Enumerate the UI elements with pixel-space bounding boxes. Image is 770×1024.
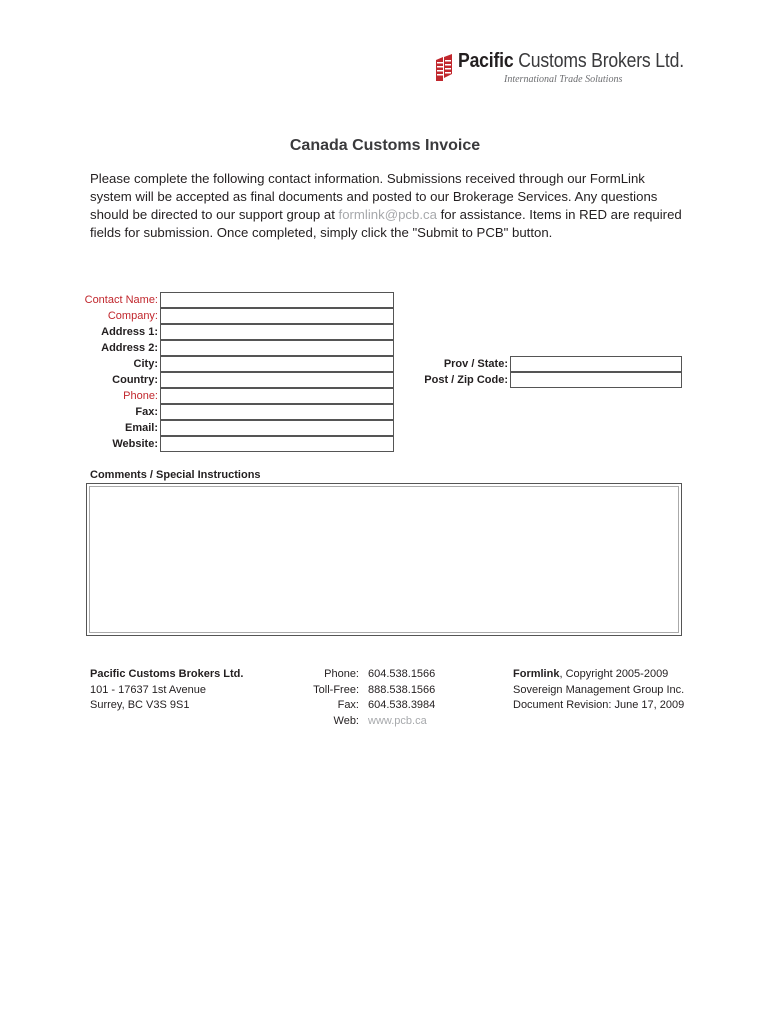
footer-web-label: Web: — [333, 714, 359, 727]
post-zip-label: Post / Zip Code: — [424, 374, 508, 386]
contact-name-label: Contact Name: — [84, 294, 158, 306]
post-zip-field[interactable] — [510, 372, 682, 388]
country-label: Country: — [112, 374, 158, 386]
company-logo — [434, 50, 694, 90]
country-field[interactable] — [160, 372, 394, 388]
footer-address-line2: Surrey, BC V3S 9S1 — [90, 699, 190, 711]
email-field[interactable] — [160, 420, 394, 436]
comments-textarea[interactable] — [86, 483, 682, 636]
support-email-link[interactable]: formlink@pcb.ca — [338, 207, 437, 222]
address1-field[interactable] — [160, 324, 394, 340]
footer-address-line1: 101 - 17637 1st Avenue — [90, 683, 207, 696]
phone-field[interactable] — [160, 388, 394, 404]
prov-state-label: Prov / State: — [443, 358, 508, 370]
intro-paragraph: Please complete the following contact information. Submissions received through our FormLink system will be accepted as final documents and posted to our Brokerage Services. Any questions should be directed to our support group at formlink@pcb.ca for assistance. Items in RED are required fields for submission. Once completed, simply click the "Submit to PCB" button. — [90, 171, 682, 240]
prov-state-field[interactable] — [510, 356, 682, 372]
footer-tollfree: 888.538.1566 — [368, 683, 436, 696]
company-field[interactable] — [160, 308, 394, 324]
footer-fax-label: Fax: — [337, 699, 359, 711]
logo-tagline: International Trade Solutions — [504, 74, 623, 85]
footer-revision: Document Revision: June 17, 2009 — [513, 699, 685, 711]
comments-textarea-inner — [89, 486, 679, 633]
logo-stripes-icon — [434, 54, 456, 82]
city-field[interactable] — [160, 356, 394, 372]
fax-label: Fax: — [135, 406, 158, 418]
footer-web-link[interactable]: www.pcb.ca — [368, 714, 427, 727]
comments-label: Comments / Special Instructions — [90, 469, 261, 481]
footer-copyright-line: Formlink, Copyright 2005-2009 — [513, 668, 669, 680]
address2-label: Address 2: — [101, 342, 158, 354]
website-field[interactable] — [160, 436, 394, 452]
footer-phone: 604.538.1566 — [368, 668, 436, 680]
footer-phone-label: Phone: — [324, 668, 359, 680]
footer-org: Sovereign Management Group Inc. — [513, 683, 685, 696]
footer-fax: 604.538.3984 — [368, 699, 436, 711]
page-title: Canada Customs Invoice — [289, 137, 481, 154]
logo-wordmark: Pacific Customs Brokers Ltd. — [458, 50, 684, 72]
footer-tollfree-label: Toll-Free: — [313, 683, 359, 696]
contact-name-field[interactable] — [160, 292, 394, 308]
phone-label: Phone: — [123, 390, 158, 402]
address2-field[interactable] — [160, 340, 394, 356]
footer-brand: Formlink — [513, 668, 560, 680]
footer-company-name: Pacific Customs Brokers Ltd. — [90, 668, 244, 680]
address1-label: Address 1: — [101, 326, 158, 338]
footer-address — [90, 667, 243, 714]
company-label: Company: — [107, 310, 158, 322]
website-label: Website: — [112, 438, 158, 450]
footer-contact-values — [368, 667, 435, 729]
footer-contact-labels — [290, 667, 359, 729]
footer-copyright — [513, 667, 684, 714]
fax-field[interactable] — [160, 404, 394, 420]
email-label: Email: — [124, 422, 158, 434]
city-label: City: — [133, 358, 158, 370]
